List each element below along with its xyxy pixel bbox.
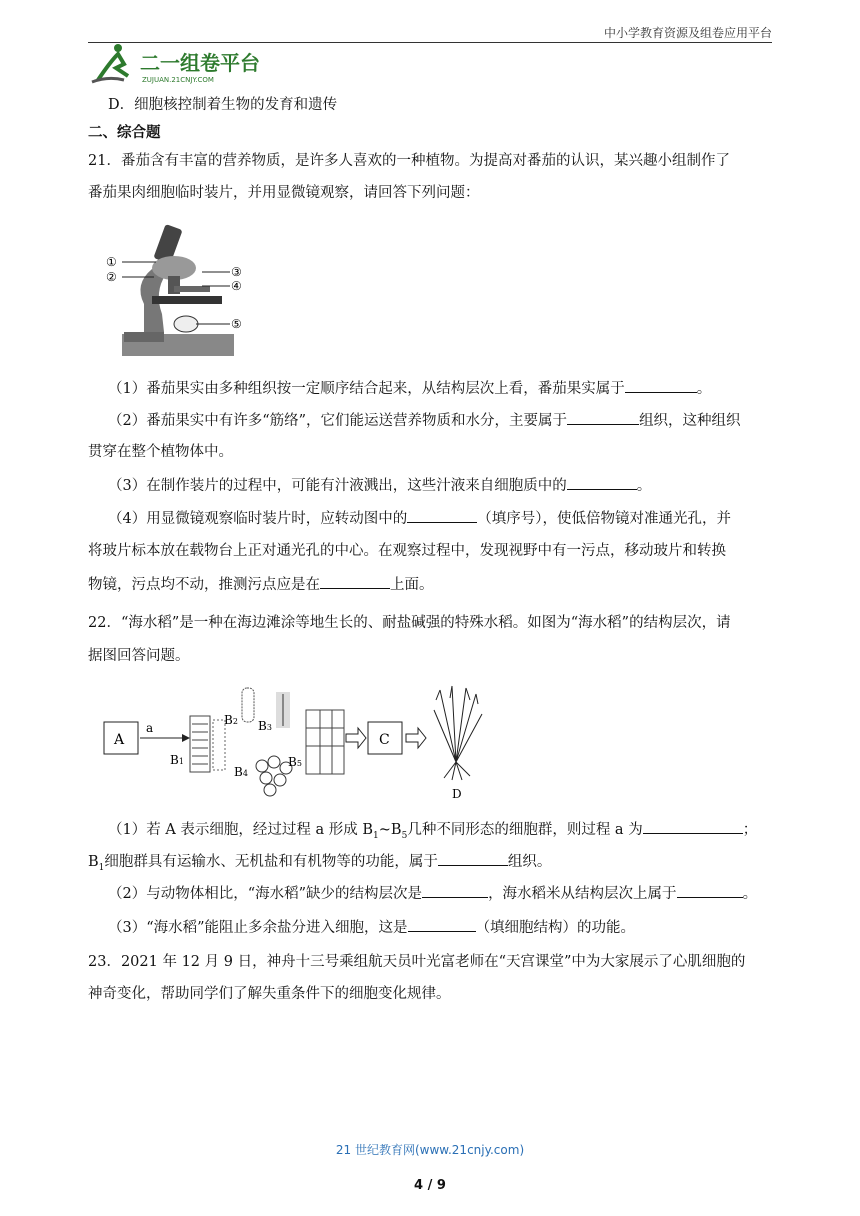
microscope-label-4: ④ <box>231 279 242 293</box>
q22-text-1: 22．“海水稻”是一种在海边滩涂等地生长的、耐盐碱强的特殊水稻。如图为“海水稻”的结构层次，请 <box>88 615 731 631</box>
q22-text-2: 据图回答问题。 <box>88 648 190 664</box>
b4-label: B4 <box>234 765 248 779</box>
microscope-label-3: ③ <box>231 265 242 279</box>
footer-site-link[interactable]: 21 世纪教育网(www.21cnjy.com) <box>335 1143 525 1157</box>
q21-3: （3）在制作装片的过程中，可能有汁液溅出，这些汁液来自细胞质中的 。 <box>108 475 798 496</box>
logo-cn: 二一组卷平台 <box>140 51 260 75</box>
box-c-label: C <box>379 732 390 748</box>
b5-label: B5 <box>288 755 302 769</box>
page-number: 4 / 9 <box>414 1178 446 1193</box>
q22-1b: $B_1$细胞群具有运输水、无机盐和有机物等的功能，属于 组织。 <box>88 851 778 878</box>
q21-4c: 物镜，污点均不动，推测污点应是在 上面。 <box>88 574 778 595</box>
rice-structure-diagram <box>100 680 500 810</box>
section-title: 二、综合题 <box>88 124 161 141</box>
microscope-figure <box>104 214 256 364</box>
option-d: D．细胞核控制着生物的发育和遗传 <box>108 97 338 113</box>
q21-text-2: 番茄果肉细胞临时装片，并用显微镜观察，请回答下列问题： <box>88 185 480 201</box>
q22-2: （2）与动物体相比，“海水稻”缺少的结构层次是 ，海水稻米从结构层次上属于 。 <box>108 883 798 904</box>
q21-text-1: 21．番茄含有丰富的营养物质，是许多人喜欢的一种植物。为提高对番茄的认识，某兴趣小组制作了 <box>88 153 730 169</box>
microscope-label-2: ② <box>106 270 117 284</box>
b3-label: B3 <box>258 719 272 733</box>
q22-3: （3）“海水稻”能阻止多余盐分进入细胞，这是 （填细胞结构）的功能。 <box>108 917 798 938</box>
logo-runner-icon <box>88 42 288 88</box>
q21-4b: 将玻片标本放在载物台上正对通光孔的中心。在观察过程中，发现视野中有一污点，移动玻片和转换 <box>88 543 726 559</box>
q21-4a: （4）用显微镜观察临时装片时，应转动图中的 （填序号），使低倍物镜对准通光孔，并 <box>108 508 798 529</box>
b1-label: B1 <box>170 753 184 767</box>
q23-text-1: 23．2021 年 12 月 9 日，神舟十三号乘组航天员叶光富老师在“天宫课堂”中为大家展示了心肌细胞的 <box>88 954 746 970</box>
platform-name: 中小学教育资源及组卷应用平台 <box>603 26 772 40</box>
q21-2b: 贯穿在整个植物体中。 <box>88 444 233 460</box>
q21-2a: （2）番茄果实中有许多“筋络”，它们能运送营养物质和水分，主要属于 组织，这种组织 <box>108 410 798 431</box>
q22-1a: （1）若 A 表示细胞，经过过程 a 形成 $B_1\sim B_5$几种不同形态的细胞群，则过程 a 为 ； <box>108 819 798 846</box>
microscope-label-1: ① <box>106 255 117 269</box>
rice-plant-icon <box>434 686 482 780</box>
microscope-label-5: ⑤ <box>231 317 242 331</box>
logo-en: ZUJUAN.21CNJY.COM <box>142 76 214 84</box>
q21-1: （1）番茄果实由多种组织按一定顺序结合起来，从结构层次上看，番茄果实属于 。 <box>108 378 798 399</box>
b2-label: B2 <box>224 713 238 727</box>
box-a-label: A <box>114 732 125 748</box>
q23-text-2: 神奇变化，帮助同学们了解失重条件下的细胞变化规律。 <box>88 986 451 1002</box>
d-label: D <box>452 787 462 801</box>
process-a-label: a <box>146 721 154 735</box>
logo <box>88 42 288 88</box>
